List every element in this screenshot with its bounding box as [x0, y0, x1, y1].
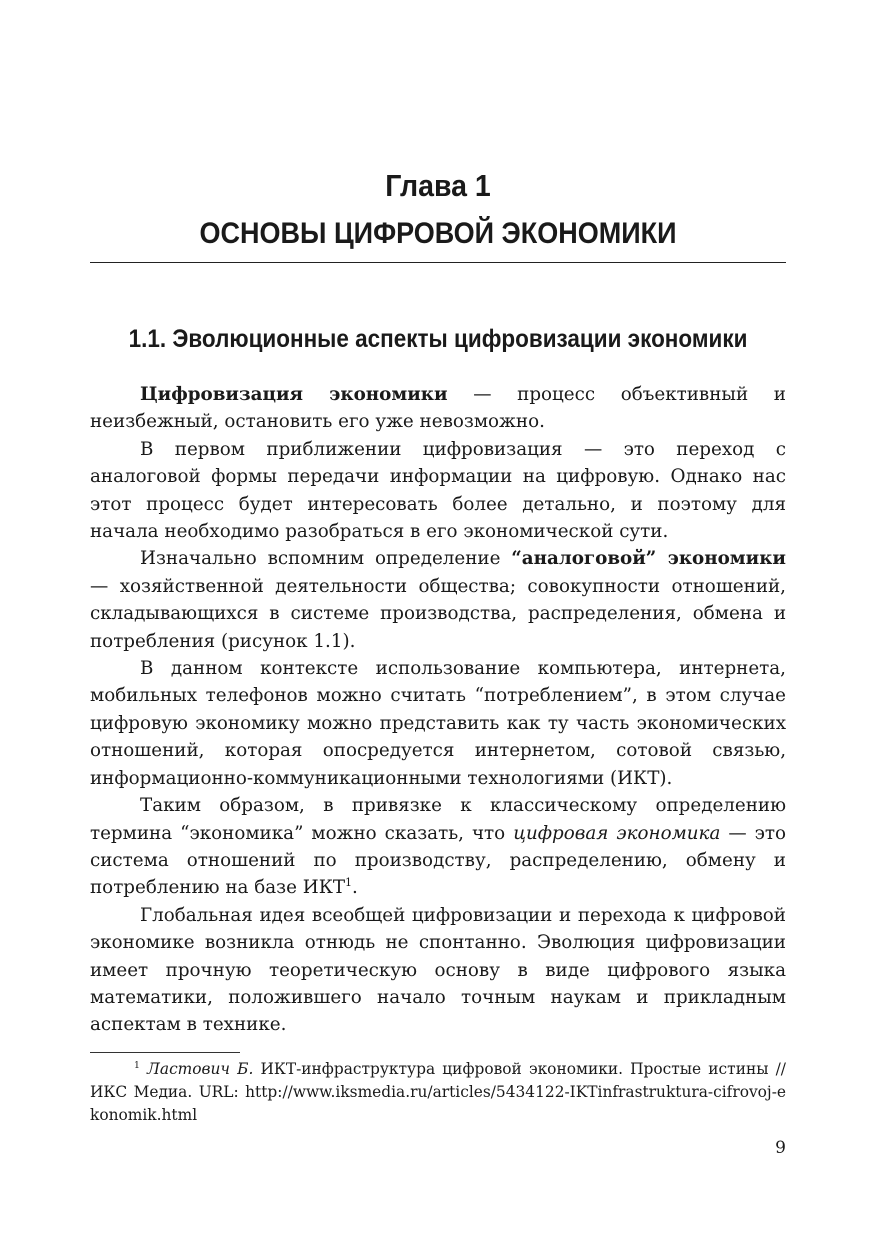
- paragraph-tail: .: [352, 877, 358, 899]
- paragraph-lead: Изначально вспомним определение: [140, 548, 512, 570]
- paragraph-text: Глобальная идея всеобщей цифровизации и перехода к цифровой экономике возникла отнюдь не спонтанно. Эволюция цифровизации имеет прочную теоретическую основу в виде цифрового языка математики, положившего начало точным наукам и прикладным аспектам в технике.: [90, 904, 786, 1036]
- paragraph: [90, 381, 786, 436]
- footnote-reference[interactable]: 1: [345, 876, 353, 890]
- chapter-divider: [90, 262, 786, 263]
- footnote-url-link[interactable]: http://www.iksmedia.ru/articles/5434122-IKTinfrastruktura-cifrovoj-ekonomik.html: [90, 1083, 786, 1124]
- paragraph-lead: Таким образом, в привязке к классическому определению термина “экономика” можно сказать, что: [90, 795, 786, 844]
- body-text: [90, 381, 786, 1039]
- paragraph-text: — хозяйственной деятельности общества; совокупности отношений, складывающихся в системе производства, распределения, обмена и потребления (рисунок 1.1).: [90, 575, 786, 652]
- footnote-author: Ластович Б.: [147, 1060, 254, 1078]
- chapter-title: ОСНОВЫ ЦИФРОВОЙ ЭКОНОМИКИ: [199, 217, 677, 250]
- paragraph-text: В данном контексте использование компьютера, интернета, мобильных телефонов можно считать “потреблением”, в этом случае цифровую экономику можно представить как ту часть экономических отношений, которая опосредуется интернетом, сотовой связью, информационно-коммуникационными технологиями (ИКТ).: [90, 658, 786, 789]
- paragraph-text: В первом приближении цифровизация — это переход с аналоговой формы передачи информации на цифровую. Однако нас этот процесс будет интересовать более детально, и поэтому для начала необходимо разобраться в его экономической сути.: [90, 438, 786, 543]
- footnote-divider: [90, 1052, 240, 1053]
- paragraph-text: — процесс объективный и неизбежный, остановить его уже невозможно.: [90, 384, 786, 433]
- footnote-marker: 1: [134, 1059, 140, 1071]
- paragraph: [90, 792, 786, 902]
- page-number: 9: [775, 1138, 786, 1158]
- term-bold: Цифровизация экономики: [140, 384, 448, 405]
- section-title: 1.1. Эволюционные аспекты цифровизации экономики: [128, 325, 748, 353]
- term-bold: “аналоговой” экономики: [511, 548, 786, 570]
- chapter-label: Глава 1: [385, 168, 491, 203]
- paragraph-text: — это система отношений по производству, распределению, обмену и потреблению на базе ИКТ: [90, 822, 786, 899]
- paragraph: [90, 545, 786, 655]
- paragraph: [90, 902, 786, 1039]
- paragraph: [90, 655, 786, 792]
- footnote: [90, 1058, 786, 1127]
- footnote-text: ИКТ-инфраструктура цифровой экономики. Простые истины // ИКС Медиа. URL:: [90, 1060, 786, 1101]
- term-italic: цифровая экономика: [513, 822, 721, 844]
- paragraph: [90, 436, 786, 546]
